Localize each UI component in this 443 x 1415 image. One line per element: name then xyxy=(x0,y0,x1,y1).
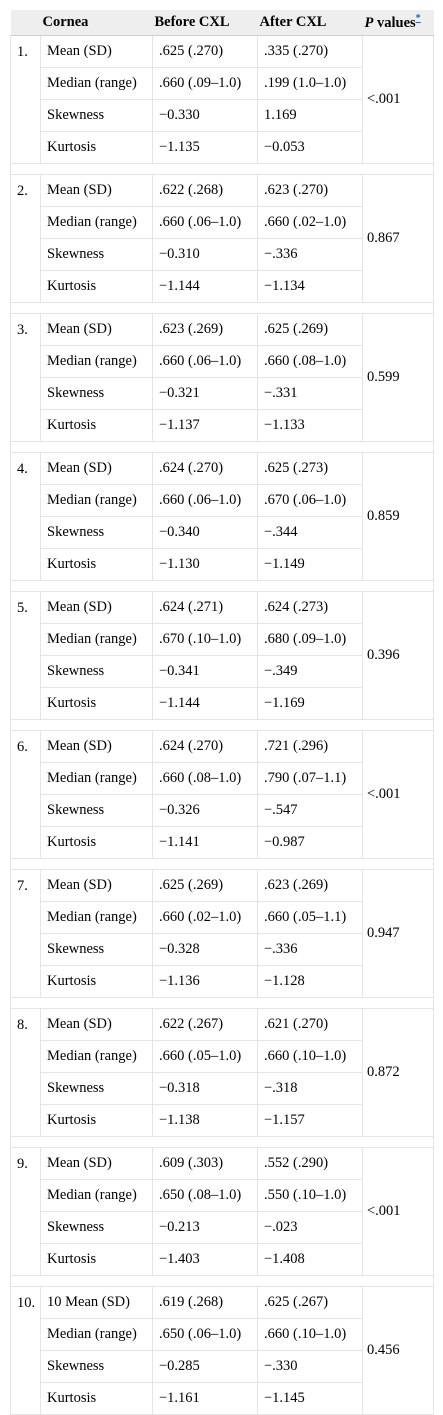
after-cxl-value: −.336 xyxy=(258,239,363,271)
after-cxl-value: −1.169 xyxy=(258,688,363,720)
before-cxl-value: −1.144 xyxy=(153,271,258,303)
stat-label: Skewness xyxy=(41,1073,153,1105)
stat-label: Kurtosis xyxy=(41,966,153,998)
table-row xyxy=(11,453,434,485)
after-cxl-value: −.318 xyxy=(258,1073,363,1105)
table-row xyxy=(11,36,434,68)
before-cxl-value: −1.141 xyxy=(153,827,258,859)
stat-label: Median (range) xyxy=(41,1041,153,1073)
after-cxl-value: −0.053 xyxy=(258,132,363,164)
after-cxl-value: −1.128 xyxy=(258,966,363,998)
after-cxl-value: .623 (.270) xyxy=(258,175,363,207)
spacer-cell xyxy=(11,720,434,731)
stat-label: Kurtosis xyxy=(41,549,153,581)
group-spacer xyxy=(11,164,434,175)
stat-label: 10 Mean (SD) xyxy=(41,1287,153,1319)
stat-label: Mean (SD) xyxy=(41,592,153,624)
after-cxl-value: .680 (.09–1.0) xyxy=(258,624,363,656)
p-value: 0.859 xyxy=(363,453,434,581)
before-cxl-value: −0.318 xyxy=(153,1073,258,1105)
stat-label: Skewness xyxy=(41,656,153,688)
header-before-cxl: Before CXL xyxy=(153,10,258,36)
before-cxl-value: −0.341 xyxy=(153,656,258,688)
cornea-number: 10. xyxy=(11,1287,41,1415)
stat-label: Median (range) xyxy=(41,485,153,517)
before-cxl-value: .619 (.268) xyxy=(153,1287,258,1319)
after-cxl-value: .660 (.10–1.0) xyxy=(258,1041,363,1073)
before-cxl-value: .660 (.09–1.0) xyxy=(153,68,258,100)
after-cxl-value: −1.145 xyxy=(258,1383,363,1415)
table-row xyxy=(11,592,434,624)
spacer-cell xyxy=(11,859,434,870)
stat-label: Kurtosis xyxy=(41,410,153,442)
after-cxl-value: −.349 xyxy=(258,656,363,688)
stat-label: Skewness xyxy=(41,795,153,827)
stat-label: Mean (SD) xyxy=(41,175,153,207)
stat-label: Kurtosis xyxy=(41,1105,153,1137)
after-cxl-value: −.330 xyxy=(258,1351,363,1383)
after-cxl-value: .550 (.10–1.0) xyxy=(258,1180,363,1212)
stat-label: Skewness xyxy=(41,239,153,271)
before-cxl-value: .650 (.06–1.0) xyxy=(153,1319,258,1351)
stat-label: Median (range) xyxy=(41,763,153,795)
after-cxl-value: .660 (.05–1.1) xyxy=(258,902,363,934)
after-cxl-value: −.344 xyxy=(258,517,363,549)
after-cxl-value: −.336 xyxy=(258,934,363,966)
after-cxl-value: .625 (.273) xyxy=(258,453,363,485)
before-cxl-value: −0.326 xyxy=(153,795,258,827)
group-spacer xyxy=(11,859,434,870)
before-cxl-value: −0.330 xyxy=(153,100,258,132)
stat-label: Kurtosis xyxy=(41,1244,153,1276)
table-row xyxy=(11,870,434,902)
before-cxl-value: −0.328 xyxy=(153,934,258,966)
stat-label: Kurtosis xyxy=(41,1383,153,1415)
stat-label: Median (range) xyxy=(41,68,153,100)
before-cxl-value: .625 (.270) xyxy=(153,36,258,68)
stat-label: Mean (SD) xyxy=(41,36,153,68)
after-cxl-value: .660 (.02–1.0) xyxy=(258,207,363,239)
before-cxl-value: −1.161 xyxy=(153,1383,258,1415)
before-cxl-value: .660 (.05–1.0) xyxy=(153,1041,258,1073)
cornea-number: 6. xyxy=(11,731,41,859)
before-cxl-value: .624 (.271) xyxy=(153,592,258,624)
before-cxl-value: .624 (.270) xyxy=(153,453,258,485)
cornea-number: 4. xyxy=(11,453,41,581)
table-row xyxy=(11,175,434,207)
cornea-number: 3. xyxy=(11,314,41,442)
stat-label: Skewness xyxy=(41,100,153,132)
after-cxl-value: .790 (.07–1.1) xyxy=(258,763,363,795)
before-cxl-value: −0.285 xyxy=(153,1351,258,1383)
stat-label: Mean (SD) xyxy=(41,1148,153,1180)
footnote-link[interactable]: * xyxy=(415,13,421,25)
cornea-number: 9. xyxy=(11,1148,41,1276)
after-cxl-value: .199 (1.0–1.0) xyxy=(258,68,363,100)
after-cxl-value: .623 (.269) xyxy=(258,870,363,902)
after-cxl-value: −1.134 xyxy=(258,271,363,303)
stat-label: Mean (SD) xyxy=(41,731,153,763)
after-cxl-value: .335 (.270) xyxy=(258,36,363,68)
before-cxl-value: .625 (.269) xyxy=(153,870,258,902)
group-spacer xyxy=(11,720,434,731)
stat-label: Skewness xyxy=(41,1351,153,1383)
after-cxl-value: −.023 xyxy=(258,1212,363,1244)
cornea-number: 7. xyxy=(11,870,41,998)
p-value: 0.947 xyxy=(363,870,434,998)
p-value: 0.396 xyxy=(363,592,434,720)
spacer-cell xyxy=(11,303,434,314)
stat-label: Median (range) xyxy=(41,1319,153,1351)
table-row xyxy=(11,1287,434,1319)
stat-label: Kurtosis xyxy=(41,827,153,859)
before-cxl-value: −0.321 xyxy=(153,378,258,410)
stat-label: Median (range) xyxy=(41,207,153,239)
after-cxl-value: −1.157 xyxy=(258,1105,363,1137)
table-body xyxy=(11,36,434,1415)
before-cxl-value: .622 (.267) xyxy=(153,1009,258,1041)
after-cxl-value: .624 (.273) xyxy=(258,592,363,624)
p-value: <.001 xyxy=(363,36,434,164)
stat-label: Kurtosis xyxy=(41,132,153,164)
group-spacer xyxy=(11,1137,434,1148)
stat-label: Median (range) xyxy=(41,1180,153,1212)
stat-label: Kurtosis xyxy=(41,271,153,303)
before-cxl-value: −1.137 xyxy=(153,410,258,442)
before-cxl-value: .624 (.270) xyxy=(153,731,258,763)
before-cxl-value: −1.136 xyxy=(153,966,258,998)
stat-label: Mean (SD) xyxy=(41,870,153,902)
stat-label: Skewness xyxy=(41,1212,153,1244)
stat-label: Mean (SD) xyxy=(41,314,153,346)
after-cxl-value: −1.408 xyxy=(258,1244,363,1276)
stat-label: Median (range) xyxy=(41,902,153,934)
before-cxl-value: .660 (.06–1.0) xyxy=(153,346,258,378)
spacer-cell xyxy=(11,164,434,175)
header-p-values xyxy=(363,10,434,36)
cornea-number: 5. xyxy=(11,592,41,720)
header-index xyxy=(11,10,41,36)
table-row xyxy=(11,731,434,763)
table-row xyxy=(11,314,434,346)
after-cxl-value: 1.169 xyxy=(258,100,363,132)
after-cxl-value: .552 (.290) xyxy=(258,1148,363,1180)
spacer-cell xyxy=(11,998,434,1009)
before-cxl-value: .650 (.08–1.0) xyxy=(153,1180,258,1212)
cornea-number: 8. xyxy=(11,1009,41,1137)
table-container xyxy=(10,10,433,1406)
group-spacer xyxy=(11,581,434,592)
stat-label: Median (range) xyxy=(41,346,153,378)
before-cxl-value: −0.340 xyxy=(153,517,258,549)
spacer-cell xyxy=(11,1276,434,1287)
before-cxl-value: −1.403 xyxy=(153,1244,258,1276)
p-value: 0.867 xyxy=(363,175,434,303)
after-cxl-value: −.547 xyxy=(258,795,363,827)
before-cxl-value: .622 (.268) xyxy=(153,175,258,207)
after-cxl-value: .625 (.267) xyxy=(258,1287,363,1319)
before-cxl-value: .660 (.06–1.0) xyxy=(153,207,258,239)
p-value: 0.872 xyxy=(363,1009,434,1137)
stat-label: Skewness xyxy=(41,934,153,966)
after-cxl-value: −0.987 xyxy=(258,827,363,859)
stat-label: Skewness xyxy=(41,517,153,549)
header-row xyxy=(11,10,434,36)
before-cxl-value: .609 (.303) xyxy=(153,1148,258,1180)
p-value: 0.456 xyxy=(363,1287,434,1415)
spacer-cell xyxy=(11,1137,434,1148)
after-cxl-value: .625 (.269) xyxy=(258,314,363,346)
table-row xyxy=(11,1148,434,1180)
p-value: 0.599 xyxy=(363,314,434,442)
before-cxl-value: −1.130 xyxy=(153,549,258,581)
header-after-cxl: After CXL xyxy=(258,10,363,36)
before-cxl-value: −0.310 xyxy=(153,239,258,271)
group-spacer xyxy=(11,1276,434,1287)
before-cxl-value: −1.138 xyxy=(153,1105,258,1137)
table-header xyxy=(11,10,434,36)
after-cxl-value: −1.133 xyxy=(258,410,363,442)
before-cxl-value: −1.144 xyxy=(153,688,258,720)
stat-label: Median (range) xyxy=(41,624,153,656)
before-cxl-value: −1.135 xyxy=(153,132,258,164)
before-cxl-value: .660 (.06–1.0) xyxy=(153,485,258,517)
after-cxl-value: .721 (.296) xyxy=(258,731,363,763)
spacer-cell xyxy=(11,442,434,453)
after-cxl-value: .621 (.270) xyxy=(258,1009,363,1041)
before-cxl-value: .623 (.269) xyxy=(153,314,258,346)
group-spacer xyxy=(11,442,434,453)
group-spacer xyxy=(11,303,434,314)
before-cxl-value: .660 (.02–1.0) xyxy=(153,902,258,934)
after-cxl-value: .670 (.06–1.0) xyxy=(258,485,363,517)
header-p-suffix: values xyxy=(373,14,416,31)
after-cxl-value: .660 (.08–1.0) xyxy=(258,346,363,378)
group-spacer xyxy=(11,998,434,1009)
cornea-number: 2. xyxy=(11,175,41,303)
header-cornea: Cornea xyxy=(41,10,153,36)
after-cxl-value: .660 (.10–1.0) xyxy=(258,1319,363,1351)
p-value: <.001 xyxy=(363,731,434,859)
before-cxl-value: .670 (.10–1.0) xyxy=(153,624,258,656)
cornea-stats-table xyxy=(10,10,434,1415)
stat-label: Mean (SD) xyxy=(41,453,153,485)
before-cxl-value: .660 (.08–1.0) xyxy=(153,763,258,795)
after-cxl-value: −.331 xyxy=(258,378,363,410)
p-value: <.001 xyxy=(363,1148,434,1276)
after-cxl-value: −1.149 xyxy=(258,549,363,581)
spacer-cell xyxy=(11,581,434,592)
header-p-italic: P xyxy=(364,14,374,31)
stat-label: Mean (SD) xyxy=(41,1009,153,1041)
stat-label: Skewness xyxy=(41,378,153,410)
stat-label: Kurtosis xyxy=(41,688,153,720)
cornea-number: 1. xyxy=(11,36,41,164)
table-row xyxy=(11,1009,434,1041)
before-cxl-value: −0.213 xyxy=(153,1212,258,1244)
